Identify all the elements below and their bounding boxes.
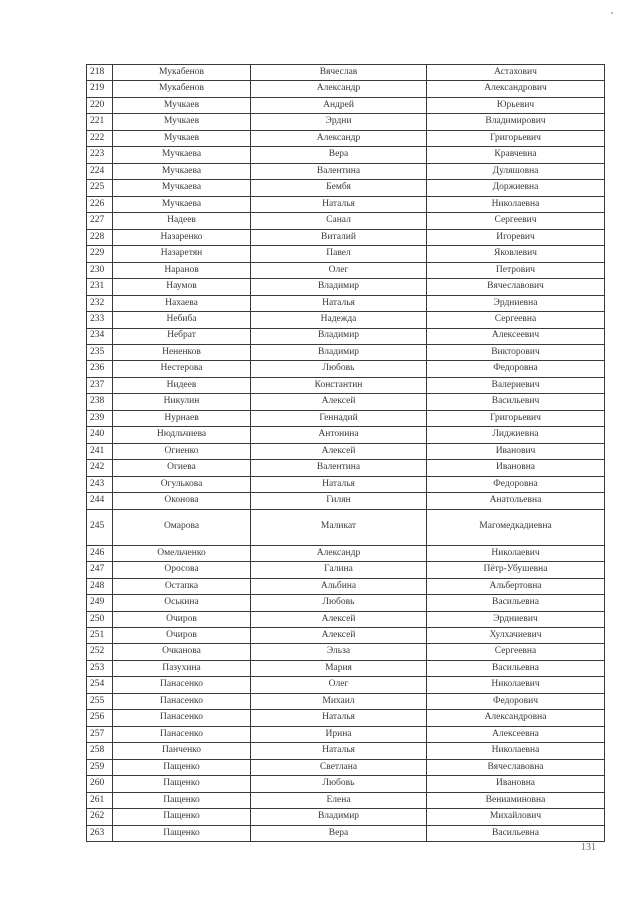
patronymic-cell: Анатольевна — [427, 493, 605, 509]
first-name-cell: Валентина — [251, 163, 427, 179]
row-number: 236 — [87, 361, 113, 377]
registry-table — [86, 64, 605, 842]
table-row — [87, 792, 605, 808]
patronymic-cell: Астахович — [427, 65, 605, 81]
surname-cell: Мучкаев — [113, 97, 251, 113]
surname-cell: Панасенко — [113, 710, 251, 726]
patronymic-cell: Юрьевич — [427, 97, 605, 113]
row-number: 234 — [87, 328, 113, 344]
patronymic-cell: Пётр-Убушевна — [427, 562, 605, 578]
patronymic-cell: Михайлович — [427, 809, 605, 825]
patronymic-cell: Федоровна — [427, 476, 605, 492]
first-name-cell: Алексей — [251, 443, 427, 459]
first-name-cell: Владимир — [251, 809, 427, 825]
row-number: 246 — [87, 545, 113, 561]
patronymic-cell: Николаевич — [427, 677, 605, 693]
first-name-cell: Владимир — [251, 328, 427, 344]
table-row — [87, 163, 605, 179]
patronymic-cell: Васильевна — [427, 660, 605, 676]
surname-cell: Огиева — [113, 460, 251, 476]
patronymic-cell: Лиджиевна — [427, 427, 605, 443]
surname-cell: Мучкаева — [113, 180, 251, 196]
table-row — [87, 759, 605, 775]
row-number: 226 — [87, 196, 113, 212]
first-name-cell: Альбина — [251, 578, 427, 594]
first-name-cell: Эрдни — [251, 114, 427, 130]
surname-cell: Нюдльчиева — [113, 427, 251, 443]
table-row — [87, 476, 605, 492]
first-name-cell: Алексей — [251, 628, 427, 644]
surname-cell: Пащенко — [113, 809, 251, 825]
first-name-cell: Антонина — [251, 427, 427, 443]
row-number: 220 — [87, 97, 113, 113]
table-row — [87, 743, 605, 759]
table-row — [87, 262, 605, 278]
first-name-cell: Надежда — [251, 312, 427, 328]
first-name-cell: Наталья — [251, 295, 427, 311]
row-number: 251 — [87, 628, 113, 644]
surname-cell: Назаретян — [113, 246, 251, 262]
surname-cell: Нененков — [113, 344, 251, 360]
row-number: 255 — [87, 693, 113, 709]
row-number: 247 — [87, 562, 113, 578]
table-row — [87, 180, 605, 196]
surname-cell: Панасенко — [113, 726, 251, 742]
table-row — [87, 427, 605, 443]
row-number: 219 — [87, 81, 113, 97]
surname-cell: Омарова — [113, 509, 251, 545]
surname-cell: Очиров — [113, 611, 251, 627]
surname-cell: Мукабенов — [113, 81, 251, 97]
surname-cell: Пащенко — [113, 759, 251, 775]
surname-cell: Панасенко — [113, 677, 251, 693]
table-row — [87, 460, 605, 476]
first-name-cell: Геннадий — [251, 410, 427, 426]
row-number: 239 — [87, 410, 113, 426]
row-number: 245 — [87, 509, 113, 545]
patronymic-cell: Васильевна — [427, 595, 605, 611]
patronymic-cell: Петрович — [427, 262, 605, 278]
first-name-cell: Вера — [251, 147, 427, 163]
first-name-cell: Наталья — [251, 743, 427, 759]
row-number: 229 — [87, 246, 113, 262]
first-name-cell: Наталья — [251, 196, 427, 212]
patronymic-cell: Федорович — [427, 693, 605, 709]
first-name-cell: Гилян — [251, 493, 427, 509]
row-number: 241 — [87, 443, 113, 459]
row-number: 238 — [87, 394, 113, 410]
surname-cell: Пащенко — [113, 825, 251, 841]
surname-cell: Оськина — [113, 595, 251, 611]
table-row — [87, 97, 605, 113]
patronymic-cell: Сергеевна — [427, 312, 605, 328]
patronymic-cell: Александровна — [427, 710, 605, 726]
first-name-cell: Алексей — [251, 611, 427, 627]
patronymic-cell: Дуляшовна — [427, 163, 605, 179]
first-name-cell: Светлана — [251, 759, 427, 775]
patronymic-cell: Магомедкадиевна — [427, 509, 605, 545]
table-row — [87, 443, 605, 459]
row-number: 224 — [87, 163, 113, 179]
surname-cell: Пащенко — [113, 792, 251, 808]
surname-cell: Огулькова — [113, 476, 251, 492]
page-number: 131 — [581, 842, 596, 853]
surname-cell: Остапка — [113, 578, 251, 594]
surname-cell: Мукабенов — [113, 65, 251, 81]
surname-cell: Панченко — [113, 743, 251, 759]
surname-cell: Надеев — [113, 213, 251, 229]
first-name-cell: Любовь — [251, 595, 427, 611]
table-row — [87, 578, 605, 594]
table-row — [87, 611, 605, 627]
row-number: 248 — [87, 578, 113, 594]
surname-cell: Очканова — [113, 644, 251, 660]
row-number: 250 — [87, 611, 113, 627]
surname-cell: Наумов — [113, 279, 251, 295]
first-name-cell: Вера — [251, 825, 427, 841]
surname-cell: Мучкаева — [113, 163, 251, 179]
patronymic-cell: Игоревич — [427, 229, 605, 245]
table-row — [87, 825, 605, 841]
patronymic-cell: Сергеевич — [427, 213, 605, 229]
first-name-cell: Олег — [251, 677, 427, 693]
row-number: 218 — [87, 65, 113, 81]
first-name-cell: Владимир — [251, 344, 427, 360]
registry-rows — [87, 65, 605, 842]
table-row — [87, 628, 605, 644]
row-number: 249 — [87, 595, 113, 611]
surname-cell: Оконова — [113, 493, 251, 509]
surname-cell: Омельченко — [113, 545, 251, 561]
table-row — [87, 710, 605, 726]
first-name-cell: Валентина — [251, 460, 427, 476]
table-row — [87, 595, 605, 611]
table-row — [87, 246, 605, 262]
patronymic-cell: Николаевич — [427, 545, 605, 561]
first-name-cell: Андрей — [251, 97, 427, 113]
first-name-cell: Владимир — [251, 279, 427, 295]
first-name-cell: Константин — [251, 377, 427, 393]
surname-cell: Никулин — [113, 394, 251, 410]
row-number: 252 — [87, 644, 113, 660]
table-row — [87, 295, 605, 311]
row-number: 237 — [87, 377, 113, 393]
surname-cell: Пазухина — [113, 660, 251, 676]
patronymic-cell: Вениаминовна — [427, 792, 605, 808]
row-number: 228 — [87, 229, 113, 245]
table-row — [87, 114, 605, 130]
surname-cell: Пащенко — [113, 776, 251, 792]
first-name-cell: Михаил — [251, 693, 427, 709]
first-name-cell: Александр — [251, 545, 427, 561]
table-row — [87, 809, 605, 825]
patronymic-cell: Викторович — [427, 344, 605, 360]
patronymic-cell: Валериевич — [427, 377, 605, 393]
row-number: 235 — [87, 344, 113, 360]
patronymic-cell: Алексеевна — [427, 726, 605, 742]
table-row — [87, 493, 605, 509]
first-name-cell: Александр — [251, 81, 427, 97]
surname-cell: Нестерова — [113, 361, 251, 377]
patronymic-cell: Николаевна — [427, 743, 605, 759]
patronymic-cell: Эрдниевич — [427, 611, 605, 627]
table-row — [87, 660, 605, 676]
table-row — [87, 81, 605, 97]
first-name-cell: Мария — [251, 660, 427, 676]
patronymic-cell: Владимирович — [427, 114, 605, 130]
first-name-cell: Ирина — [251, 726, 427, 742]
table-row — [87, 344, 605, 360]
table-row — [87, 147, 605, 163]
patronymic-cell: Григорьевич — [427, 410, 605, 426]
table-row — [87, 229, 605, 245]
first-name-cell: Галина — [251, 562, 427, 578]
table-row — [87, 312, 605, 328]
first-name-cell: Любовь — [251, 776, 427, 792]
first-name-cell: Эльза — [251, 644, 427, 660]
table-row — [87, 377, 605, 393]
table-row — [87, 279, 605, 295]
row-number: 253 — [87, 660, 113, 676]
first-name-cell: Санал — [251, 213, 427, 229]
patronymic-cell: Ивановна — [427, 460, 605, 476]
first-name-cell: Александр — [251, 130, 427, 146]
surname-cell: Наранов — [113, 262, 251, 278]
surname-cell: Огиенко — [113, 443, 251, 459]
patronymic-cell: Федоровна — [427, 361, 605, 377]
first-name-cell: Павел — [251, 246, 427, 262]
row-number: 263 — [87, 825, 113, 841]
row-number: 225 — [87, 180, 113, 196]
table-row — [87, 562, 605, 578]
table-row — [87, 196, 605, 212]
row-number: 243 — [87, 476, 113, 492]
row-number: 240 — [87, 427, 113, 443]
row-number: 256 — [87, 710, 113, 726]
surname-cell: Очиров — [113, 628, 251, 644]
patronymic-cell: Григорьевич — [427, 130, 605, 146]
row-number: 227 — [87, 213, 113, 229]
first-name-cell: Вячеслав — [251, 65, 427, 81]
row-number: 233 — [87, 312, 113, 328]
patronymic-cell: Вячеславовна — [427, 759, 605, 775]
surname-cell: Мучкаева — [113, 147, 251, 163]
surname-cell: Нидеев — [113, 377, 251, 393]
table-row — [87, 693, 605, 709]
table-row — [87, 776, 605, 792]
row-number: 259 — [87, 759, 113, 775]
first-name-cell: Виталий — [251, 229, 427, 245]
surname-cell: Нахаева — [113, 295, 251, 311]
first-name-cell: Наталья — [251, 710, 427, 726]
row-number: 261 — [87, 792, 113, 808]
patronymic-cell: Альбертовна — [427, 578, 605, 594]
row-number: 257 — [87, 726, 113, 742]
surname-cell: Панасенко — [113, 693, 251, 709]
patronymic-cell: Сергеевна — [427, 644, 605, 660]
patronymic-cell: Васильевна — [427, 825, 605, 841]
patronymic-cell: Яковлевич — [427, 246, 605, 262]
row-number: 231 — [87, 279, 113, 295]
row-number: 254 — [87, 677, 113, 693]
row-number: 242 — [87, 460, 113, 476]
row-number: 230 — [87, 262, 113, 278]
row-number: 221 — [87, 114, 113, 130]
surname-cell: Мучкаева — [113, 196, 251, 212]
surname-cell: Небрат — [113, 328, 251, 344]
patronymic-cell: Александрович — [427, 81, 605, 97]
patronymic-cell: Доржиевна — [427, 180, 605, 196]
row-number: 260 — [87, 776, 113, 792]
first-name-cell: Маликат — [251, 509, 427, 545]
row-number: 258 — [87, 743, 113, 759]
patronymic-cell: Эрдниевна — [427, 295, 605, 311]
table-row — [87, 394, 605, 410]
table-row — [87, 328, 605, 344]
table-row — [87, 509, 605, 545]
surname-cell: Назаренко — [113, 229, 251, 245]
table-row — [87, 65, 605, 81]
table-row — [87, 644, 605, 660]
surname-cell: Мучкаев — [113, 130, 251, 146]
surname-cell: Оросова — [113, 562, 251, 578]
patronymic-cell: Ивановна — [427, 776, 605, 792]
patronymic-cell: Васильевич — [427, 394, 605, 410]
first-name-cell: Любовь — [251, 361, 427, 377]
first-name-cell: Алексей — [251, 394, 427, 410]
first-name-cell: Елена — [251, 792, 427, 808]
patronymic-cell: Николаевна — [427, 196, 605, 212]
table-row — [87, 545, 605, 561]
scan-artifact — [611, 12, 613, 14]
table-row — [87, 361, 605, 377]
table-row — [87, 130, 605, 146]
surname-cell: Мучкаев — [113, 114, 251, 130]
table-row — [87, 677, 605, 693]
surname-cell: Небиба — [113, 312, 251, 328]
patronymic-cell: Кравчевна — [427, 147, 605, 163]
row-number: 222 — [87, 130, 113, 146]
row-number: 262 — [87, 809, 113, 825]
first-name-cell: Олег — [251, 262, 427, 278]
surname-cell: Нурнаев — [113, 410, 251, 426]
first-name-cell: Наталья — [251, 476, 427, 492]
table-row — [87, 410, 605, 426]
first-name-cell: Бембя — [251, 180, 427, 196]
patronymic-cell: Алексеевич — [427, 328, 605, 344]
row-number: 244 — [87, 493, 113, 509]
row-number: 223 — [87, 147, 113, 163]
table-row — [87, 213, 605, 229]
patronymic-cell: Вячеславович — [427, 279, 605, 295]
row-number: 232 — [87, 295, 113, 311]
table-row — [87, 726, 605, 742]
patronymic-cell: Хулхачиевич — [427, 628, 605, 644]
patronymic-cell: Иванович — [427, 443, 605, 459]
